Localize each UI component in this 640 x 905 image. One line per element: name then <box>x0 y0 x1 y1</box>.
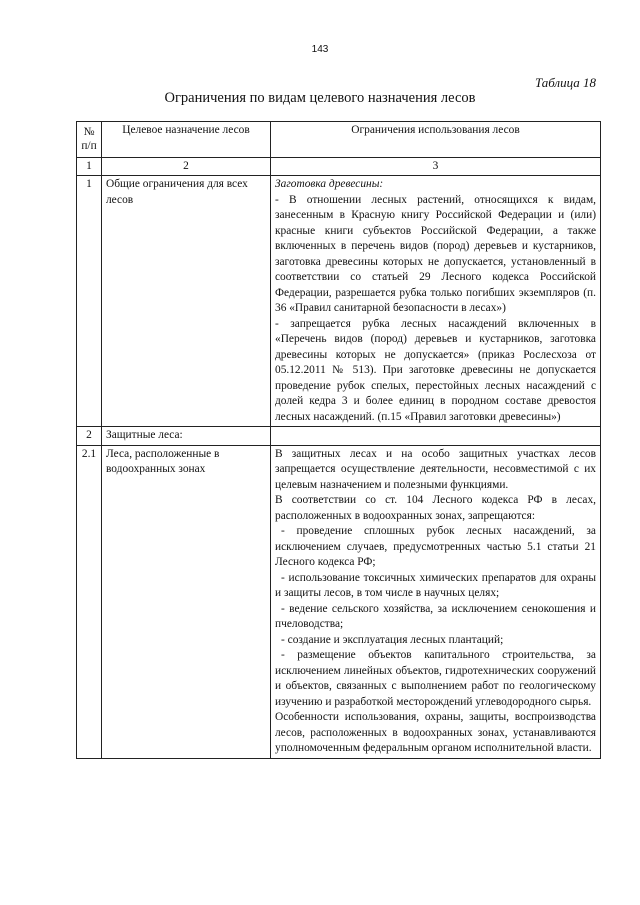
restriction-paragraph: В соответствии со ст. 104 Лесного кодекса РФ в лесах, расположенных в водоохранных зонах, запрещаются: <box>275 494 596 522</box>
column-numbers-row <box>77 157 601 176</box>
subheading: Заготовка древесины: <box>275 178 384 190</box>
row-restrictions <box>271 176 601 427</box>
header-purpose: Целевое назначение лесов <box>102 122 271 158</box>
row-number: 1 <box>77 176 102 427</box>
table-row <box>77 445 601 758</box>
restrictions-table <box>76 121 601 759</box>
restriction-paragraph: - запрещается рубка лесных насаждений включенных в «Перечень видов (пород) деревьев и кустарников, заготовка древесины которых не допускается» (приказ Рослесхоза от 05.12.2011 № 513). При заготовке древесины не допускается проведение рубок спелых, перестойных лесных насаждений с долей кедра 3 и более единиц в породном составе древостоя лесных насаждений. (п.15 «Правил заготовки древесины») <box>275 317 596 423</box>
row-number: 2 <box>77 427 102 446</box>
row-purpose: Леса, расположенные в водоохранных зонах <box>102 445 271 758</box>
restriction-paragraph: - ведение сельского хозяйства, за исключением сенокошения и пчеловодства; <box>275 602 596 630</box>
row-number: 2.1 <box>77 445 102 758</box>
header-restrictions: Ограничения использования лесов <box>271 122 601 158</box>
row-purpose: Защитные леса: <box>102 427 271 446</box>
restriction-paragraph: В защитных лесах и на особо защитных участках лесов запрещается осуществление деятельности, несовместимой с их целевым назначением и полезными функциями. <box>275 447 596 491</box>
restriction-paragraph: - В отношении лесных растений, относящихся к видам, занесенным в Красную книгу Российской Федерации и (или) красные книги субъектов Российской Федерации, а также включенных в перечень видов (пород) деревьев и кустарников, заготовка древесины которых не допускается, установленный в соответствии со статьей 29 Лесного кодекса Российской Федерации, разрешается рубка только погибших экземпляров (п. 36 «Правил санитарной безопасности в лесах») <box>275 193 596 314</box>
restriction-paragraph: - размещение объектов капитального строительства, за исключением линейных объектов, гидротехнических сооружений и объектов, связанных с выполнением работ по геологическому изучению и разработкой месторождений углеводородного сырья. <box>275 649 596 708</box>
table-row <box>77 427 601 446</box>
column-number: 3 <box>271 157 601 176</box>
page-title: Ограничения по видам целевого назначения лесов <box>164 90 476 106</box>
table-header-row <box>77 122 601 158</box>
restriction-paragraph: - использование токсичных химических препаратов для охраны и защиты лесов, в том числе в научных целях; <box>275 571 596 599</box>
row-purpose: Общие ограничения для всех лесов <box>102 176 271 427</box>
restriction-paragraph: - проведение сплошных рубок лесных насаждений, за исключением случаев, предусмотренных частью 5.1 статьи 21 Лесного кодекса РФ; <box>275 525 596 568</box>
restriction-paragraph: - создание и эксплуатация лесных плантаций; <box>281 633 504 646</box>
page-number: 143 <box>311 44 329 55</box>
table-row <box>77 176 601 427</box>
header-number: № п/п <box>77 122 102 158</box>
column-number: 2 <box>102 157 271 176</box>
table-label: Таблица 18 <box>534 75 596 90</box>
column-number: 1 <box>77 157 102 176</box>
row-restrictions <box>271 427 601 446</box>
restriction-paragraph: Особенности использования, охраны, защиты, воспроизводства лесов, расположенных в водоохранных зонах, устанавливаются уполномоченным федеральным органом исполнительной власти. <box>275 711 596 754</box>
row-restrictions <box>271 445 601 758</box>
